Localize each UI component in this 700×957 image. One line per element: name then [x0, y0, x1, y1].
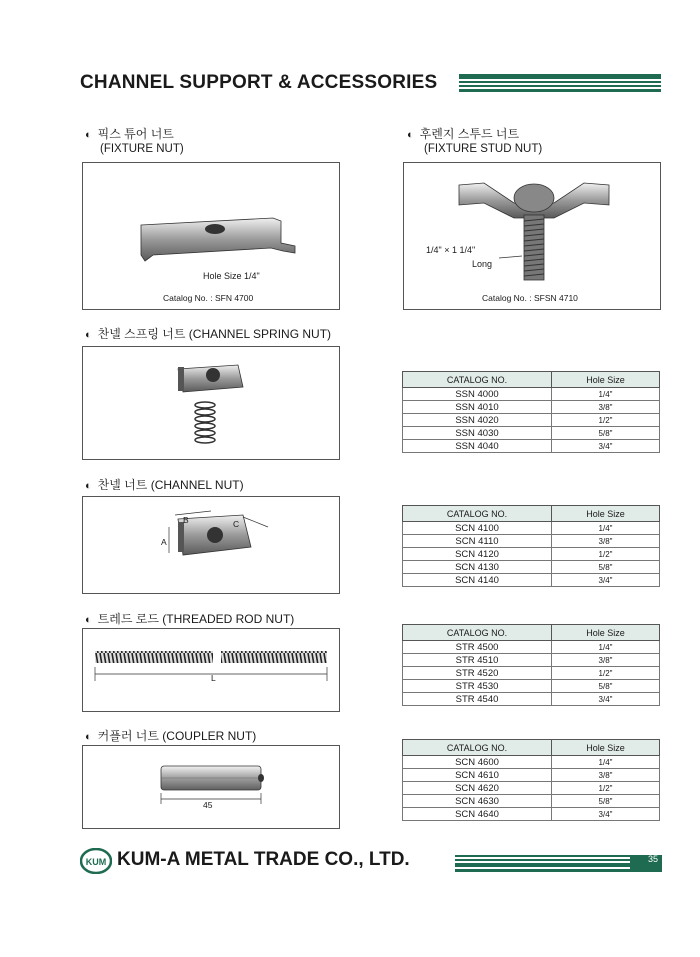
channel-nut-image	[82, 496, 340, 594]
bullet-icon: ◐	[85, 480, 92, 492]
channel-nut-drawing	[83, 497, 339, 593]
threaded-rod-title: ◐ 트레드 로드 (THREADED ROD NUT)	[85, 612, 295, 626]
fixture-nut-image	[82, 162, 340, 310]
bullet-icon: ◐	[85, 329, 92, 341]
table-header-hole: Hole Size	[552, 625, 660, 641]
threaded-rod-drawing	[83, 629, 339, 711]
dim-l-label: L	[211, 673, 216, 683]
channel-spring-nut-drawing	[83, 347, 339, 459]
fixture-nut-subtitle: (FIXTURE NUT)	[100, 143, 184, 155]
table-header-catalog: CATALOG NO.	[403, 506, 552, 522]
table-header-hole: Hole Size	[552, 740, 660, 756]
table-row: SSN 4040 3/4"	[403, 440, 660, 453]
channel-spring-nut-title: ◐ 찬넬 스프링 너트 (CHANNEL SPRING NUT)	[85, 327, 332, 341]
bullet-icon: ◐	[85, 731, 92, 743]
table-row: STR 4500 1/4"	[403, 641, 660, 654]
table-row: SCN 4630 5/8"	[403, 795, 660, 808]
dim-c-label: C	[233, 519, 240, 529]
stud-long-label: Long	[472, 259, 493, 269]
fixture-stud-nut-subtitle: (FIXTURE STUD NUT)	[424, 143, 543, 155]
table-header-catalog: CATALOG NO.	[403, 740, 552, 756]
table-row: SCN 4640 3/4"	[403, 808, 660, 821]
coupler-nut-image	[82, 745, 340, 829]
table-row: SCN 4140 3/4"	[403, 574, 660, 587]
spring-nut-table	[402, 371, 660, 453]
coupler-nut-drawing	[83, 746, 339, 828]
page-number: 35	[647, 854, 658, 864]
channel-nut-table	[402, 505, 660, 587]
channel-nut-title: ◐ 찬넬 너트 (CHANNEL NUT)	[85, 478, 244, 492]
coupler-nut-table	[402, 739, 660, 821]
channel-spring-nut-image	[82, 346, 340, 460]
company-name: KUM-A METAL TRADE CO., LTD.	[117, 849, 410, 870]
page-title: CHANNEL SUPPORT & ACCESSORIES	[80, 72, 438, 93]
table-row: SCN 4120 1/2"	[403, 548, 660, 561]
catalog-label: Catalog No. : SFSN 4710	[482, 293, 578, 303]
table-row: STR 4530 5/8"	[403, 680, 660, 693]
fixture-stud-nut-image	[403, 162, 661, 310]
table-row: SCN 4100 1/4"	[403, 522, 660, 535]
company-logo	[80, 848, 112, 874]
logo-icon	[80, 848, 112, 874]
table-row: STR 4510 3/8"	[403, 654, 660, 667]
fixture-nut-title: ◐ 픽스 튜어 너트	[85, 127, 174, 141]
hole-size-label: Hole Size 1/4"	[203, 271, 260, 281]
dim-a-label: A	[161, 537, 167, 547]
bullet-icon: ◐	[85, 614, 92, 626]
table-header-hole: Hole Size	[552, 372, 660, 388]
catalog-label: Catalog No. : SFN 4700	[163, 293, 254, 303]
bullet-icon: ◐	[407, 129, 414, 141]
table-row: SCN 4110 3/8"	[403, 535, 660, 548]
bullet-icon: ◐	[85, 129, 92, 141]
fixture-nut-drawing	[83, 163, 339, 309]
dim-length-label: 45	[203, 800, 213, 810]
table-header-hole: Hole Size	[552, 506, 660, 522]
table-row: SCN 4130 5/8"	[403, 561, 660, 574]
table-row: SCN 4600 1/4"	[403, 756, 660, 769]
threaded-rod-table	[402, 624, 660, 706]
table-row: STR 4520 1/2"	[403, 667, 660, 680]
table-header-catalog: CATALOG NO.	[403, 372, 552, 388]
stud-size-label: 1/4" × 1 1/4"	[426, 245, 476, 255]
fixture-stud-nut-drawing	[404, 163, 660, 309]
table-header-catalog: CATALOG NO.	[403, 625, 552, 641]
table-row: SSN 4010 3/8"	[403, 401, 660, 414]
svg-text:KUM: KUM	[85, 857, 107, 867]
table-row: SSN 4000 1/4"	[403, 388, 660, 401]
coupler-nut-title: ◐ 커플러 너트 (COUPLER NUT)	[85, 729, 257, 743]
table-row: SCN 4610 3/8"	[403, 769, 660, 782]
table-row: SSN 4020 1/2"	[403, 414, 660, 427]
dim-b-label: B	[183, 515, 189, 525]
fixture-stud-nut-title: ◐ 후렌지 스투드 너트	[407, 127, 520, 141]
table-row: SCN 4620 1/2"	[403, 782, 660, 795]
table-row: SSN 4030 5/8"	[403, 427, 660, 440]
table-row: STR 4540 3/4"	[403, 693, 660, 706]
threaded-rod-image	[82, 628, 340, 712]
